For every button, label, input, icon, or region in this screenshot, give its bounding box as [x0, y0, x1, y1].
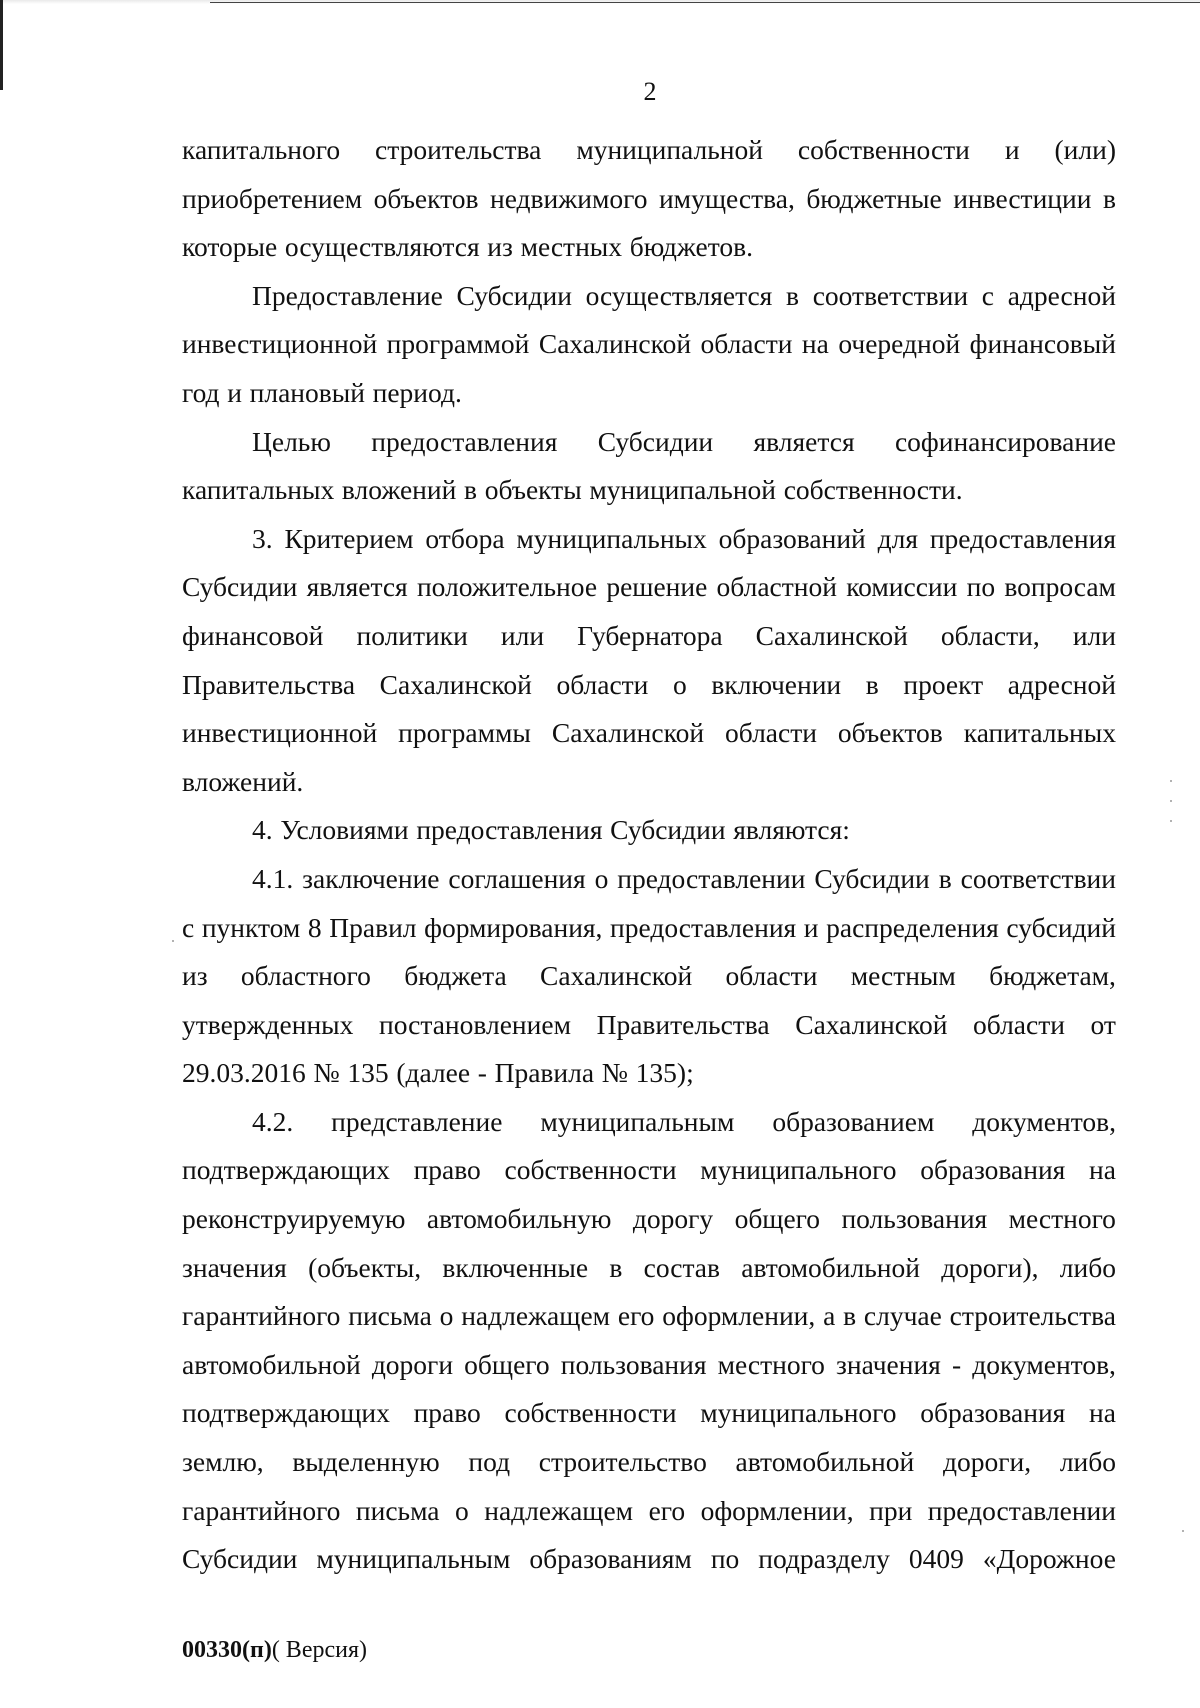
word: состав [643, 1251, 720, 1283]
word: в [938, 862, 952, 894]
word: 135 [347, 1057, 389, 1089]
word: капитальных [963, 717, 1116, 749]
word: год [182, 376, 220, 408]
word: подтверждающих [182, 1397, 390, 1429]
word: положительное [416, 571, 598, 603]
word: Критерием [284, 522, 414, 554]
text-line [182, 563, 1116, 612]
word: оформлении, [700, 1494, 854, 1526]
text-line [182, 466, 1116, 515]
word: подразделу [758, 1543, 890, 1575]
word: о [439, 1300, 454, 1332]
word: на [1089, 1154, 1116, 1186]
word: области [556, 668, 649, 700]
word: землю, [182, 1446, 264, 1478]
word: с [182, 911, 195, 943]
text-line [182, 1098, 1116, 1147]
word: субсидий [1006, 911, 1116, 943]
word: капитальных [182, 474, 335, 506]
word: программы [398, 717, 531, 749]
word: или [1072, 619, 1116, 651]
word: распределения [826, 911, 999, 943]
word: решение [606, 571, 708, 603]
word: на [801, 328, 829, 360]
word: заключение [302, 862, 440, 894]
word: постановлением [379, 1008, 571, 1040]
word: пользования [560, 1348, 707, 1380]
word: бюджетам, [989, 960, 1116, 992]
scan-top-border-line [210, 2, 1200, 3]
word: письма [355, 1494, 440, 1526]
word: включенные [442, 1251, 589, 1283]
text-line [182, 1535, 1116, 1584]
word: значения [182, 1251, 287, 1283]
document-version: ( Версия) [271, 1637, 367, 1663]
text-line [182, 855, 1116, 904]
word: период. [372, 376, 462, 408]
word: его [617, 1300, 655, 1332]
word: дороги [371, 1348, 454, 1380]
word: по [966, 571, 996, 603]
word: области [700, 328, 793, 360]
word: на [1089, 1397, 1116, 1429]
word: строительства [949, 1300, 1116, 1332]
word: общего [464, 1348, 550, 1380]
word: отбора [425, 522, 505, 554]
word: адресной [1007, 279, 1116, 311]
word: из [487, 231, 513, 263]
word: комиссии [846, 571, 958, 603]
word: вложений. [182, 765, 304, 797]
text-line [182, 418, 1116, 467]
word: Правил [329, 911, 417, 943]
word: о [594, 862, 609, 894]
word: предоставления [610, 911, 797, 943]
word: образований [718, 522, 866, 554]
word: и [227, 376, 242, 408]
word: бюджетные [806, 182, 942, 214]
word: оформлении, [662, 1300, 816, 1332]
word: автомобильной [182, 1348, 361, 1380]
word: право [413, 1154, 481, 1186]
text-line [182, 758, 1116, 807]
text-line [182, 904, 1116, 953]
word: объектов [373, 182, 479, 214]
text-line [182, 1049, 1116, 1098]
word: для [877, 522, 918, 554]
text-line [182, 1195, 1116, 1244]
word: предоставления [929, 522, 1116, 554]
word: муниципального [700, 1154, 897, 1186]
word: образованием [772, 1105, 935, 1137]
text-line [182, 1341, 1116, 1390]
word: 4. [252, 814, 273, 846]
word: 29.03.2016 [182, 1057, 306, 1089]
word: образованиям [529, 1543, 692, 1575]
scan-speck [1182, 1530, 1184, 1532]
word: значения [836, 1348, 941, 1380]
text-line [182, 126, 1116, 175]
word: Предоставление [252, 279, 443, 311]
word: в [609, 1251, 623, 1283]
word: надлежащем [484, 1494, 634, 1526]
word: области, [940, 619, 1040, 651]
word: области [725, 960, 818, 992]
word: предоставлении [617, 862, 806, 894]
word: общего [734, 1203, 821, 1235]
word: собственности [504, 1397, 677, 1429]
word: из [182, 960, 208, 992]
text-line [182, 661, 1116, 710]
word: либо [1059, 1446, 1116, 1478]
word: от [1090, 1008, 1116, 1040]
word: автомобильную [426, 1203, 612, 1235]
word: дорогу [632, 1203, 714, 1235]
word: 4.1. [252, 862, 294, 894]
word: местного [1008, 1203, 1116, 1235]
word: дороги, [942, 1446, 1032, 1478]
word: местных [520, 231, 623, 263]
word: Правительства [596, 1008, 770, 1040]
word: (далее [396, 1057, 471, 1089]
document-body-text [182, 126, 1116, 1584]
word: либо [1059, 1251, 1116, 1283]
word: предоставления [371, 425, 558, 457]
word: формирования, [424, 911, 603, 943]
text-line [182, 515, 1116, 564]
word: (или) [1054, 134, 1116, 165]
word: имущества, [658, 182, 795, 214]
word: муниципальным [316, 1543, 511, 1575]
word: 4.2. [252, 1105, 294, 1137]
word: а [823, 1300, 836, 1332]
word: Правительства [182, 668, 356, 700]
word: в [786, 279, 800, 311]
word: Субсидии [597, 425, 714, 457]
text-line [182, 223, 1116, 272]
word: автомобильной [741, 1251, 920, 1283]
word: - [477, 1057, 487, 1089]
word: области [725, 717, 817, 749]
word: областного [240, 960, 371, 992]
word: местным [850, 960, 956, 992]
text-line [182, 369, 1116, 418]
word: соглашения [448, 862, 586, 894]
text-line [182, 952, 1116, 1001]
text-line [182, 1292, 1116, 1341]
word: «Дорожное [982, 1543, 1116, 1575]
word: Субсидии [182, 1543, 298, 1575]
text-line [182, 709, 1116, 758]
word: 135); [635, 1057, 694, 1089]
word: осуществляются [284, 231, 480, 263]
word: по [710, 1543, 740, 1575]
word: - [951, 1348, 962, 1380]
word: является [306, 571, 408, 603]
scan-speck [1170, 800, 1172, 802]
scan-speck [1170, 820, 1172, 822]
word: приобретением [182, 182, 363, 214]
text-line [182, 1438, 1116, 1487]
word: инвестиционной [182, 328, 378, 360]
word: Сахалинской [755, 619, 908, 651]
word: капитального [182, 134, 341, 165]
text-line [182, 1487, 1116, 1536]
word: Субсидии [456, 279, 572, 311]
word: соответствии [960, 862, 1116, 894]
word: адресной [1007, 668, 1116, 700]
word: вопросам [1004, 571, 1116, 603]
word: образования [920, 1154, 1066, 1186]
word: муниципальным [540, 1105, 735, 1137]
text-line [182, 1146, 1116, 1195]
word: дороги), [941, 1251, 1039, 1283]
word: проект [903, 668, 984, 700]
word: в [464, 474, 478, 506]
page-number: 2 [643, 77, 657, 106]
word: право [413, 1397, 481, 1429]
word: строительства [375, 134, 542, 165]
word: образования [920, 1397, 1066, 1429]
word: Правила [494, 1057, 595, 1089]
word: финансовой [182, 619, 324, 651]
word: объекты [484, 474, 582, 506]
word: финансовый [969, 328, 1116, 360]
word: которые [182, 231, 278, 263]
word: Губернатора [577, 619, 723, 651]
word: его [648, 1494, 686, 1526]
word: пунктом [201, 911, 301, 943]
word: документов, [972, 1105, 1116, 1137]
word: предоставлении [927, 1494, 1116, 1526]
word: и [1004, 134, 1020, 165]
word: и [803, 911, 819, 943]
word: Условиями [280, 814, 409, 846]
text-line [182, 806, 1116, 855]
word: бюджета [404, 960, 507, 992]
word: Сахалинской [379, 668, 532, 700]
word: случае [863, 1300, 942, 1332]
word: осуществляется [585, 279, 773, 311]
word: предоставления [416, 814, 603, 846]
word: собственности. [783, 474, 963, 506]
word: собственности [504, 1154, 677, 1186]
word: в [865, 668, 879, 700]
word: о [673, 668, 687, 700]
text-line [182, 612, 1116, 661]
word: Субсидии [814, 862, 930, 894]
word: соответствии [812, 279, 969, 311]
word: строительство [538, 1446, 707, 1478]
word: муниципальной [589, 474, 777, 506]
word: собственности [797, 134, 970, 165]
word: (объекты, [308, 1251, 422, 1283]
word: при [869, 1494, 913, 1526]
scan-speck [1170, 780, 1172, 782]
word: включении [711, 668, 842, 700]
word: или [500, 619, 545, 651]
word: являются: [733, 814, 850, 846]
word: о [455, 1494, 469, 1526]
word: объектов [837, 717, 943, 749]
word: № [601, 1057, 628, 1089]
word: автомобильной [735, 1446, 915, 1478]
word: муниципальной [576, 134, 763, 165]
word: Сахалинской [551, 717, 705, 749]
word: письма [348, 1300, 432, 1332]
word: недвижимого [490, 182, 648, 214]
text-line [182, 1244, 1116, 1293]
text-line [182, 320, 1116, 369]
word: с [981, 279, 995, 311]
word: инвестиции [953, 182, 1092, 214]
word: является [753, 425, 855, 457]
word: пользования [841, 1203, 988, 1235]
word: документов, [972, 1348, 1116, 1380]
word: подтверждающих [182, 1154, 390, 1186]
scan-speck [172, 940, 174, 942]
word: софинансирование [894, 425, 1116, 457]
word: области [973, 1008, 1065, 1040]
word: вложений [341, 474, 457, 506]
word: гарантийного [182, 1300, 341, 1332]
word: 0409 [908, 1543, 964, 1575]
text-line [182, 175, 1116, 224]
word: плановый [249, 376, 365, 408]
word: надлежащем [461, 1300, 611, 1332]
word: муниципальных [516, 522, 707, 554]
word: бюджетов. [629, 231, 753, 263]
text-line [182, 1389, 1116, 1438]
word: выделенную [292, 1446, 440, 1478]
word: реконструируемую [182, 1203, 406, 1235]
word: в [843, 1300, 857, 1332]
word: программой [386, 328, 530, 360]
word: Целью [252, 425, 331, 457]
word: Субсидии [610, 814, 726, 846]
word: Сахалинской [538, 328, 692, 360]
word: политики [356, 619, 468, 651]
word: утвержденных [182, 1008, 354, 1040]
word: местного [717, 1348, 825, 1380]
word: инвестиционной [182, 717, 378, 749]
document-footer [182, 1634, 367, 1666]
word: 3. [252, 522, 273, 554]
word: гарантийного [182, 1494, 341, 1526]
word: Сахалинской [540, 960, 693, 992]
word: очередной [838, 328, 961, 360]
word: 8 [307, 911, 322, 943]
word: областной [716, 571, 837, 603]
word: муниципального [700, 1397, 897, 1429]
word: в [1102, 182, 1116, 214]
word: № [313, 1057, 340, 1089]
document-code: 00330(п) [182, 1637, 272, 1663]
word: Субсидии [182, 571, 298, 603]
text-line [182, 1001, 1116, 1050]
word: представление [331, 1105, 503, 1137]
word: Сахалинской [795, 1008, 948, 1040]
word: под [468, 1446, 511, 1478]
text-line [182, 272, 1116, 321]
